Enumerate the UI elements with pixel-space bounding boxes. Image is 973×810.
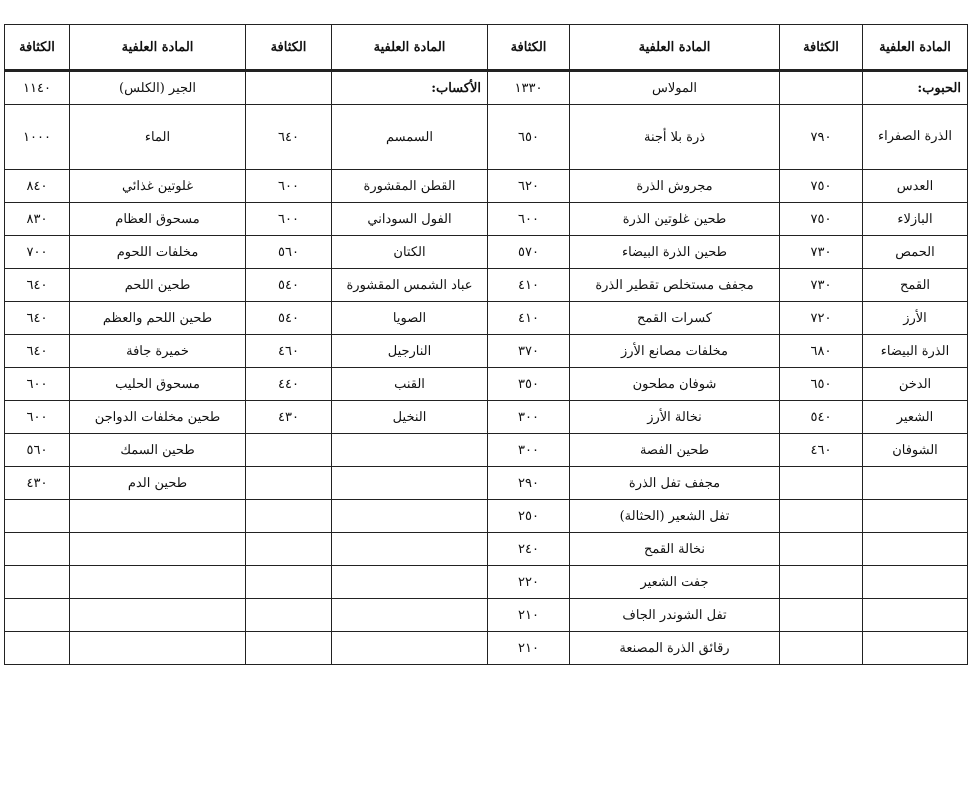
feed-name-cell: طحين اللحم والعظم bbox=[70, 302, 246, 335]
density-value-cell bbox=[246, 599, 332, 632]
density-value-cell: ٦٠٠ bbox=[5, 401, 70, 434]
feed-name-cell: كسرات القمح bbox=[570, 302, 780, 335]
feed-name-cell bbox=[332, 467, 488, 500]
feed-name-cell: الأرز bbox=[863, 302, 968, 335]
feed-name-cell: الدخن bbox=[863, 368, 968, 401]
feed-name-cell: العدس bbox=[863, 170, 968, 203]
density-value-cell: ٦٤٠ bbox=[5, 335, 70, 368]
density-value-cell: ٥٤٠ bbox=[246, 302, 332, 335]
header-cell: الكثافة bbox=[488, 25, 570, 71]
feed-name-cell: القطن المقشورة bbox=[332, 170, 488, 203]
feed-name-cell: تفل الشعير (الحثالة) bbox=[570, 500, 780, 533]
density-value-cell: ٣٠٠ bbox=[488, 434, 570, 467]
table-row bbox=[5, 434, 968, 467]
feed-name-cell: الشوفان bbox=[863, 434, 968, 467]
feed-name-cell: طحين السمك bbox=[70, 434, 246, 467]
header-cell: الكثافة bbox=[5, 25, 70, 71]
feed-name-cell: طحين الذرة البيضاء bbox=[570, 236, 780, 269]
table-row bbox=[5, 335, 968, 368]
density-value-cell bbox=[5, 533, 70, 566]
density-value-cell: ٧٢٠ bbox=[780, 302, 863, 335]
feed-name-cell: الفول السوداني bbox=[332, 203, 488, 236]
feed-name-cell: مسحوق الحليب bbox=[70, 368, 246, 401]
table-body bbox=[5, 71, 968, 665]
feed-name-cell: الحمص bbox=[863, 236, 968, 269]
density-value-cell bbox=[246, 632, 332, 665]
density-value-cell: ٧٠٠ bbox=[5, 236, 70, 269]
header-cell: المادة العلفية bbox=[332, 25, 488, 71]
density-value-cell bbox=[5, 599, 70, 632]
feed-name-cell bbox=[332, 632, 488, 665]
feed-name-cell: النارجيل bbox=[332, 335, 488, 368]
density-value-cell bbox=[246, 533, 332, 566]
density-value-cell bbox=[780, 533, 863, 566]
density-value-cell: ٦٠٠ bbox=[488, 203, 570, 236]
feed-name-cell: النخيل bbox=[332, 401, 488, 434]
density-value-cell bbox=[780, 500, 863, 533]
density-value-cell: ١١٤٠ bbox=[5, 71, 70, 105]
density-value-cell bbox=[5, 632, 70, 665]
feed-name-cell: الذرة الصفراء bbox=[863, 105, 968, 170]
feed-name-cell: ذرة بلا أجنة bbox=[570, 105, 780, 170]
density-value-cell bbox=[780, 566, 863, 599]
density-value-cell: ٢٩٠ bbox=[488, 467, 570, 500]
density-value-cell bbox=[246, 566, 332, 599]
density-value-cell: ٥٧٠ bbox=[488, 236, 570, 269]
feed-name-cell bbox=[70, 632, 246, 665]
feed-name-cell: الماء bbox=[70, 105, 246, 170]
density-value-cell bbox=[5, 566, 70, 599]
table-row bbox=[5, 599, 968, 632]
density-value-cell: ٨٣٠ bbox=[5, 203, 70, 236]
feed-name-cell: نخالة الأرز bbox=[570, 401, 780, 434]
density-value-cell: ٢١٠ bbox=[488, 599, 570, 632]
header-row bbox=[5, 25, 968, 71]
feed-name-cell bbox=[863, 533, 968, 566]
feed-name-cell: تفل الشوندر الجاف bbox=[570, 599, 780, 632]
feed-name-cell bbox=[863, 632, 968, 665]
density-value-cell bbox=[246, 434, 332, 467]
feed-name-cell: مجروش الذرة bbox=[570, 170, 780, 203]
feed-name-cell: مسحوق العظام bbox=[70, 203, 246, 236]
feed-name-cell: الحبوب: bbox=[863, 71, 968, 105]
header-cell: المادة العلفية bbox=[863, 25, 968, 71]
feed-name-cell: القمح bbox=[863, 269, 968, 302]
header-cell: الكثافة bbox=[780, 25, 863, 71]
feed-name-cell: القنب bbox=[332, 368, 488, 401]
density-value-cell: ٣٥٠ bbox=[488, 368, 570, 401]
table-row bbox=[5, 71, 968, 105]
density-value-cell bbox=[246, 467, 332, 500]
density-value-cell bbox=[246, 71, 332, 105]
density-value-cell bbox=[5, 500, 70, 533]
feed-name-cell: خميرة جافة bbox=[70, 335, 246, 368]
density-value-cell: ٧٥٠ bbox=[780, 170, 863, 203]
feed-name-cell: البازلاء bbox=[863, 203, 968, 236]
feed-name-cell: الأكساب: bbox=[332, 71, 488, 105]
table-row bbox=[5, 269, 968, 302]
feed-name-cell bbox=[332, 566, 488, 599]
density-value-cell: ٢١٠ bbox=[488, 632, 570, 665]
feed-name-cell: غلوتين غذائي bbox=[70, 170, 246, 203]
header-cell: المادة العلفية bbox=[70, 25, 246, 71]
feed-name-cell: طحين غلوتين الذرة bbox=[570, 203, 780, 236]
feed-name-cell: مخلفات مصانع الأرز bbox=[570, 335, 780, 368]
density-value-cell: ٣٧٠ bbox=[488, 335, 570, 368]
density-value-cell: ١٠٠٠ bbox=[5, 105, 70, 170]
table-row bbox=[5, 500, 968, 533]
density-value-cell: ٢٥٠ bbox=[488, 500, 570, 533]
density-value-cell: ٦٤٠ bbox=[5, 302, 70, 335]
feed-name-cell bbox=[863, 500, 968, 533]
density-value-cell: ٣٠٠ bbox=[488, 401, 570, 434]
density-value-cell bbox=[780, 632, 863, 665]
feed-name-cell: طحين الدم bbox=[70, 467, 246, 500]
density-value-cell: ٦٠٠ bbox=[246, 170, 332, 203]
feed-name-cell bbox=[863, 566, 968, 599]
feed-name-cell bbox=[332, 500, 488, 533]
feed-name-cell: طحين مخلفات الدواجن bbox=[70, 401, 246, 434]
density-value-cell: ٤٣٠ bbox=[5, 467, 70, 500]
feed-name-cell: الصويا bbox=[332, 302, 488, 335]
density-value-cell: ٦٥٠ bbox=[780, 368, 863, 401]
feed-name-cell: طحين الفصة bbox=[570, 434, 780, 467]
header-cell: الكثافة bbox=[246, 25, 332, 71]
feed-name-cell bbox=[332, 599, 488, 632]
table-row bbox=[5, 566, 968, 599]
density-value-cell: ٤٣٠ bbox=[246, 401, 332, 434]
feed-name-cell: عباد الشمس المقشورة bbox=[332, 269, 488, 302]
density-value-cell: ٦٥٠ bbox=[488, 105, 570, 170]
density-value-cell: ٢٢٠ bbox=[488, 566, 570, 599]
table-row bbox=[5, 467, 968, 500]
feed-name-cell: رقائق الذرة المصنعة bbox=[570, 632, 780, 665]
density-value-cell: ٤١٠ bbox=[488, 302, 570, 335]
density-value-cell: ٧٣٠ bbox=[780, 236, 863, 269]
table-row bbox=[5, 632, 968, 665]
feed-name-cell: الذرة البيضاء bbox=[863, 335, 968, 368]
feed-name-cell bbox=[70, 599, 246, 632]
density-value-cell: ٥٤٠ bbox=[780, 401, 863, 434]
density-value-cell: ٦٢٠ bbox=[488, 170, 570, 203]
density-value-cell: ٤٦٠ bbox=[246, 335, 332, 368]
table-row bbox=[5, 236, 968, 269]
feed-name-cell bbox=[863, 467, 968, 500]
density-value-cell: ٧٣٠ bbox=[780, 269, 863, 302]
density-value-cell: ٥٤٠ bbox=[246, 269, 332, 302]
feed-name-cell bbox=[70, 533, 246, 566]
header-cell: المادة العلفية bbox=[570, 25, 780, 71]
feed-name-cell: مخلفات اللحوم bbox=[70, 236, 246, 269]
density-value-cell: ٢٤٠ bbox=[488, 533, 570, 566]
feed-name-cell: طحين اللحم bbox=[70, 269, 246, 302]
feed-density-table-page bbox=[4, 24, 967, 665]
density-value-cell: ٥٦٠ bbox=[246, 236, 332, 269]
density-value-cell: ١٣٣٠ bbox=[488, 71, 570, 105]
density-value-cell bbox=[780, 467, 863, 500]
feed-name-cell: نخالة القمح bbox=[570, 533, 780, 566]
density-value-cell: ٦٠٠ bbox=[5, 368, 70, 401]
density-value-cell: ٨٤٠ bbox=[5, 170, 70, 203]
table-row bbox=[5, 368, 968, 401]
feed-name-cell: مجفف مستخلص تقطير الذرة bbox=[570, 269, 780, 302]
table-row bbox=[5, 203, 968, 236]
feed-density-table bbox=[4, 24, 968, 665]
density-value-cell: ٧٥٠ bbox=[780, 203, 863, 236]
feed-name-cell: السمسم bbox=[332, 105, 488, 170]
density-value-cell: ٦٠٠ bbox=[246, 203, 332, 236]
feed-name-cell: الكتان bbox=[332, 236, 488, 269]
feed-name-cell bbox=[70, 566, 246, 599]
feed-name-cell: مجفف تفل الذرة bbox=[570, 467, 780, 500]
density-value-cell: ٤٤٠ bbox=[246, 368, 332, 401]
feed-name-cell: جفت الشعير bbox=[570, 566, 780, 599]
feed-name-cell bbox=[332, 533, 488, 566]
table-row bbox=[5, 302, 968, 335]
density-value-cell: ٤٦٠ bbox=[780, 434, 863, 467]
density-value-cell bbox=[780, 599, 863, 632]
feed-name-cell: شوفان مطحون bbox=[570, 368, 780, 401]
table-row bbox=[5, 533, 968, 566]
table-row bbox=[5, 170, 968, 203]
feed-name-cell: المولاس bbox=[570, 71, 780, 105]
feed-name-cell: الشعير bbox=[863, 401, 968, 434]
density-value-cell: ٦٤٠ bbox=[246, 105, 332, 170]
density-value-cell: ٥٦٠ bbox=[5, 434, 70, 467]
feed-name-cell bbox=[70, 500, 246, 533]
density-value-cell: ٦٤٠ bbox=[5, 269, 70, 302]
density-value-cell bbox=[246, 500, 332, 533]
feed-name-cell: الجير (الكلس) bbox=[70, 71, 246, 105]
table-row bbox=[5, 105, 968, 170]
density-value-cell: ٤١٠ bbox=[488, 269, 570, 302]
feed-name-cell bbox=[863, 599, 968, 632]
density-value-cell: ٧٩٠ bbox=[780, 105, 863, 170]
density-value-cell bbox=[780, 71, 863, 105]
table-row bbox=[5, 401, 968, 434]
feed-name-cell bbox=[332, 434, 488, 467]
density-value-cell: ٦٨٠ bbox=[780, 335, 863, 368]
